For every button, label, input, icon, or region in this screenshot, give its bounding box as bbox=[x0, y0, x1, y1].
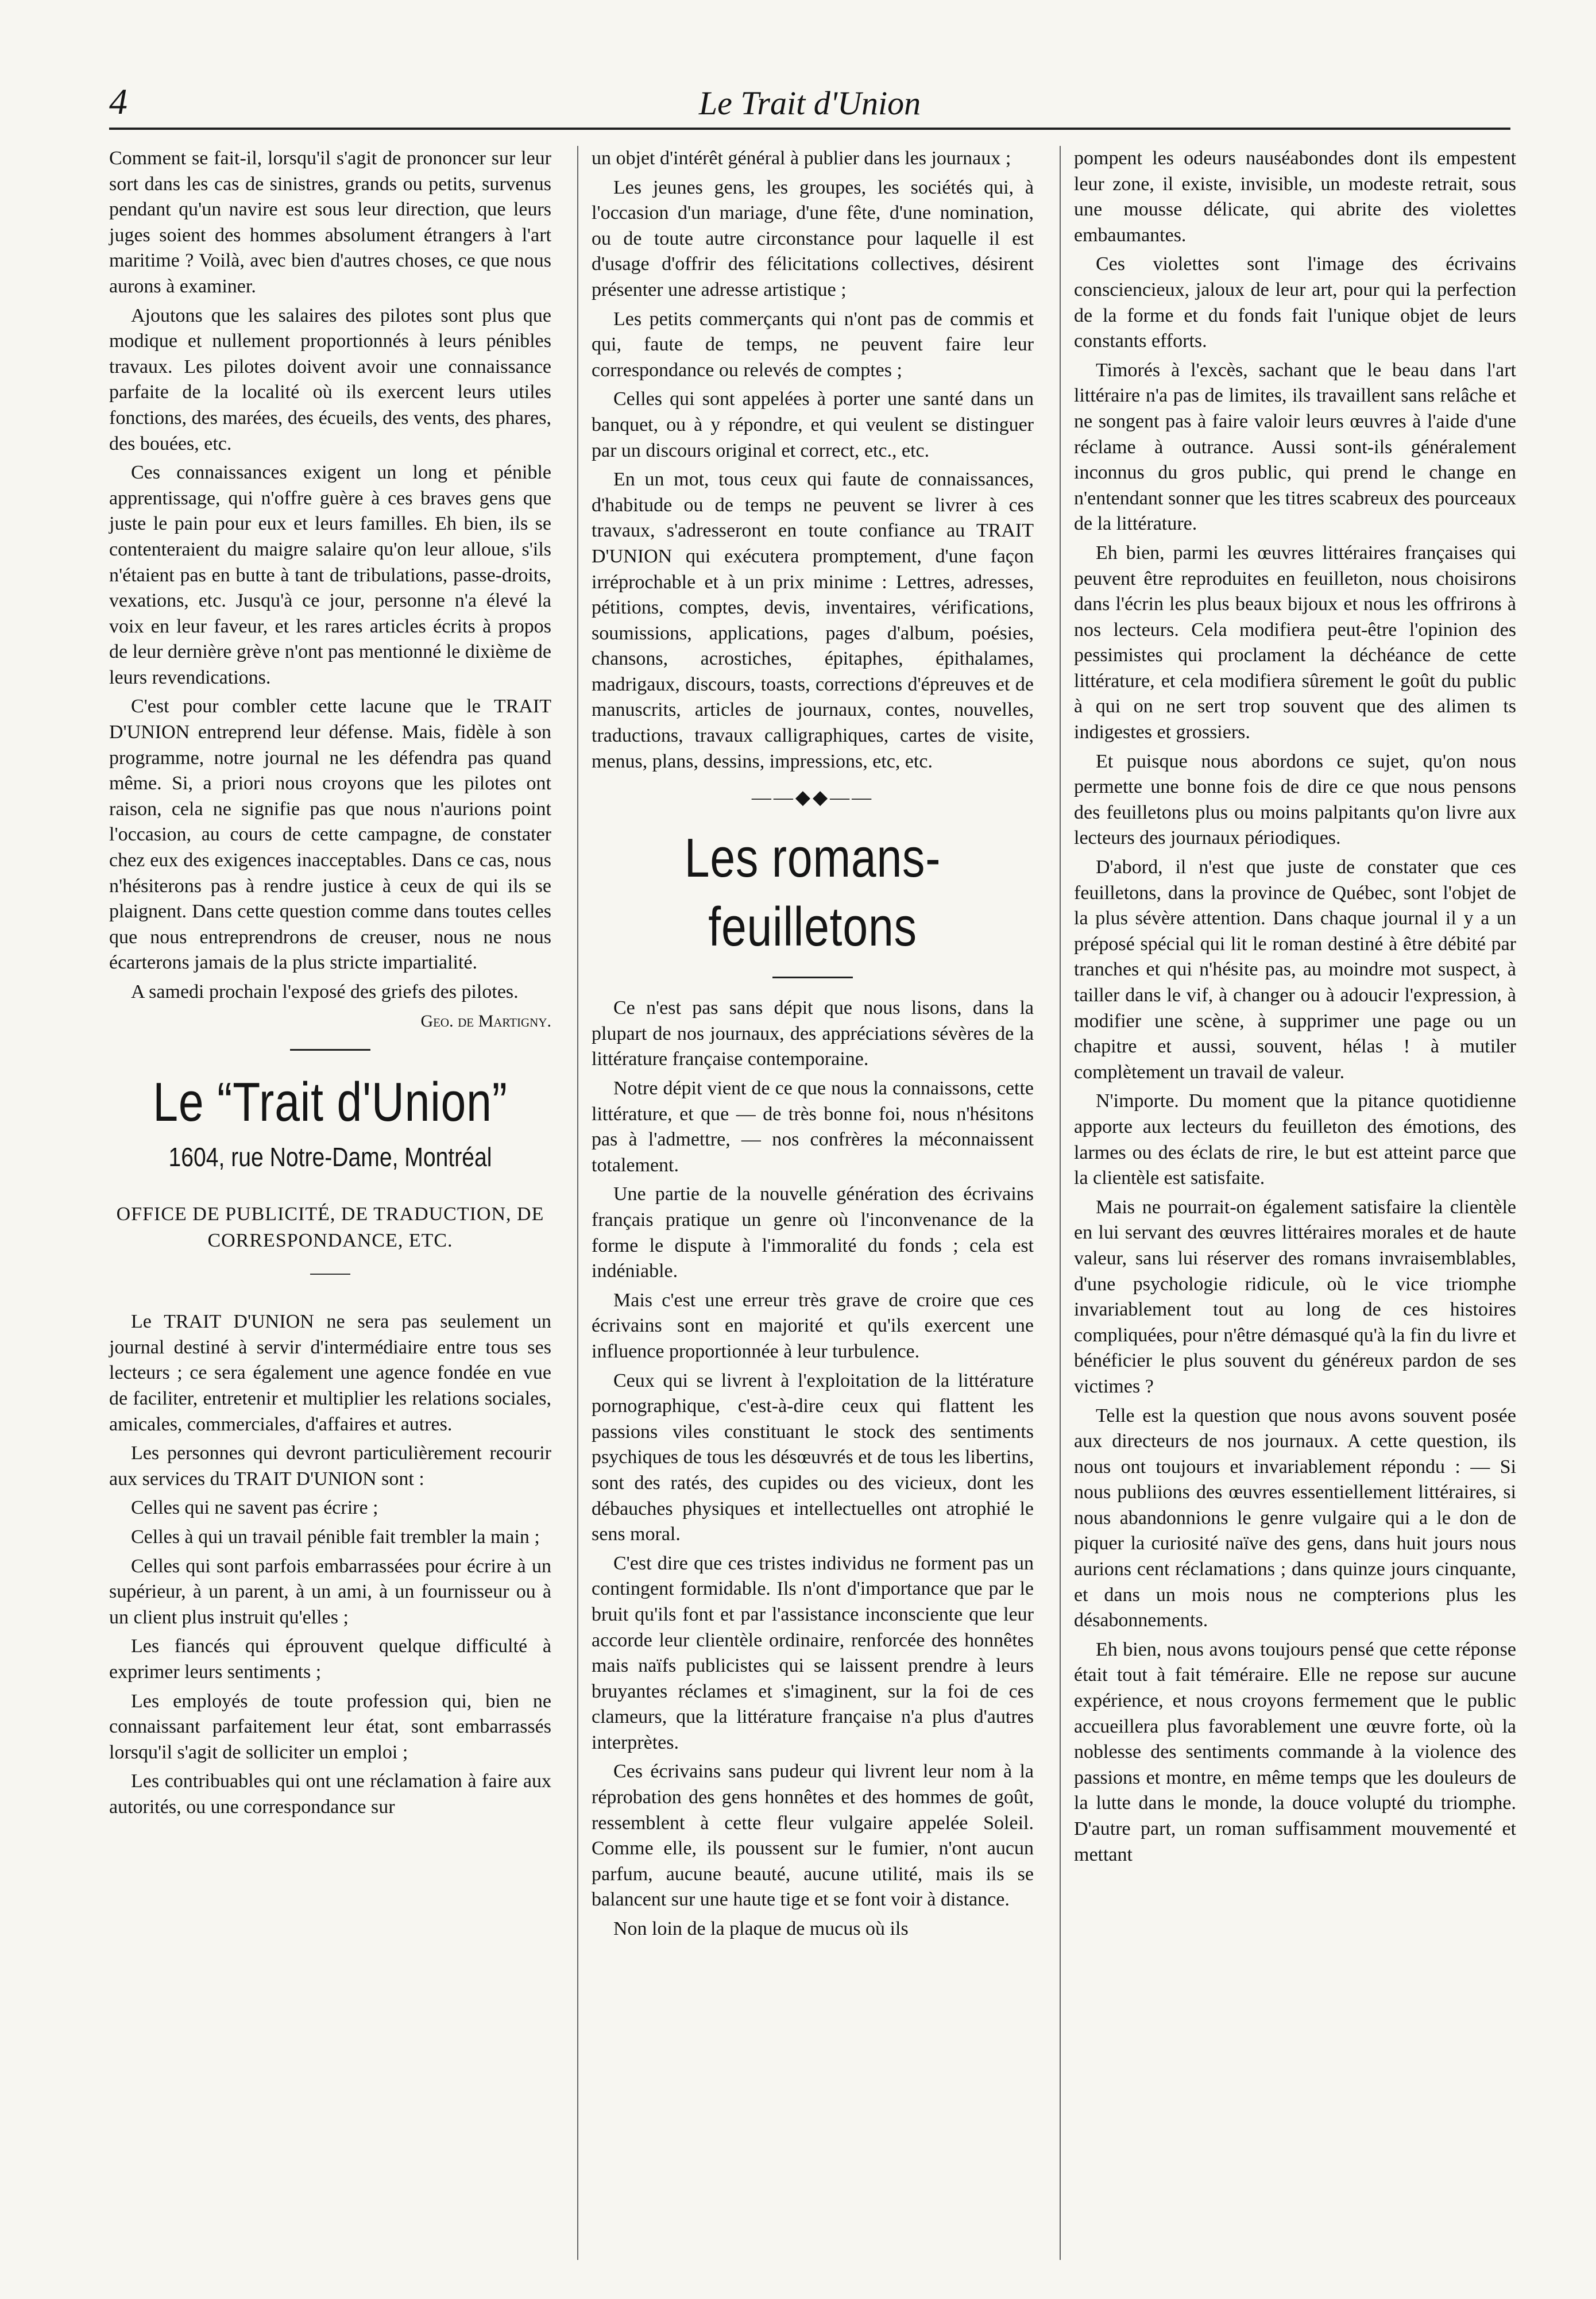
ad-paragraph: Celles qui sont parfois embarrassées pour écrire à un supérieur, à un parent, à un ami, à un fournisseur ou à un client plus instruit qu'elles ; bbox=[109, 1555, 551, 1628]
author-signature: Geo. de Martigny. bbox=[420, 1011, 551, 1031]
ad-paragraph: Le TRAIT D'UNION ne sera pas seulement un journal destiné à servir d'intermédiaire entre tous ses lecteurs ; ce sera également une agence fondée en vue de faciliter, entretenir et multiplier les relations sociales, amicales, commerciales, d'affaires et autres. bbox=[109, 1311, 551, 1435]
article-paragraph: A samedi prochain l'exposé des griefs des pilotes. bbox=[131, 981, 519, 1002]
article-paragraph: pompent les odeurs nauséabondes dont ils empestent leur zone, il existe, invisible, un modeste retrait, sous une mousse délicate, qui abrite des violettes embaumantes. bbox=[1074, 148, 1516, 246]
column-2 bbox=[592, 146, 1034, 1946]
article-paragraph: Mais ne pourrait-on également satisfaire la clientèle en lui servant des œuvres littéraires morales et de haute valeur, sans lui réserver des romans invraisemblables, d'une psychologie ridicule, où le vice triomphe invariablement tout au long de ces histoires compliquées, pour n'être démasqué qu'à la fin du livre et bénéficier le plus souvent du généreux pardon de ses victimes ? bbox=[1074, 1196, 1516, 1397]
ad-paragraph: Celles qui sont appelées à porter une santé dans un banquet, ou à y répondre, et qui veulent se distinguer par un discours original et correct, etc., etc. bbox=[592, 388, 1034, 461]
running-title: Le Trait d'Union bbox=[698, 84, 921, 122]
ad-address: 1604, rue Notre-Dame, Montréal bbox=[168, 1142, 492, 1172]
section-rule bbox=[290, 1049, 370, 1051]
ad-paragraph: Celles à qui un travail pénible fait trembler la main ; bbox=[131, 1526, 540, 1548]
page-number: 4 bbox=[109, 81, 127, 122]
article-paragraph: Une partie de la nouvelle génération des écrivains français pratique un genre où l'inconvenance de la forme le dispute à l'immoralité du fonds ; cela est indéniable. bbox=[592, 1183, 1034, 1282]
ad-office-heading: OFFICE DE PUBLICITÉ, DE TRADUCTION, DE CORRESPONDANCE, ETC. bbox=[116, 1203, 544, 1252]
article-paragraph: N'importe. Du moment que la pitance quotidienne apporte aux lecteurs du feuilleton des émotions, des larmes ou des éclats de rire, le but est atteint parce que la clientèle est satisfaite. bbox=[1074, 1090, 1516, 1189]
article-paragraph: Non loin de la plaque de mucus où ils bbox=[613, 1918, 909, 1940]
article-paragraph: Mais c'est une erreur très grave de croire que ces écrivains sont en majorité et qu'ils exercent une influence proportionnée à leur turbulence. bbox=[592, 1289, 1034, 1362]
ad-title: Le “Trait d'Union” bbox=[153, 1071, 508, 1133]
article-paragraph: Ce n'est pas sans dépit que nous lisons, dans la plupart de nos journaux, des appréciations sévères de la littérature française contemporaine. bbox=[592, 997, 1034, 1070]
article-paragraph: Eh bien, parmi les œuvres littéraires françaises qui peuvent être reproduites en feuilleton, nous choisirons dans l'écrin les plus beaux bijoux et nous les offrirons à nos lecteurs. Cela modifiera peut-être l'opinion des pessimistes qui proclament la déchéance de cette littérature, et cela modifiera sûrement le goût du public à qui on ne sert trop souvent que des alimen ts indigestes et grossiers. bbox=[1074, 542, 1516, 743]
article-paragraph: Ces écrivains sans pudeur qui livrent leur nom à la réprobation des gens honnêtes et des hommes de goût, ressemblent à cette fleur vulgaire appelée Soleil. Comme elle, ils poussent sur le fumier, n'ont aucun parfum, aucune beauté, aucune utilité, mais ils se balancent sur une haute tige et se font voir à distance. bbox=[592, 1761, 1034, 1911]
article-paragraph: Timorés à l'excès, sachant que le beau dans l'art littéraire n'a pas de limites, ils travaillent sans relâche et ne songent pas à faire valoir leurs œuvres à l'aide d'une réclame à outrance. Aussi sont-ils généralement inconnus du gros public, qui prend le change en n'entendant sonner que les titres scabreux des pourceaux de la littérature. bbox=[1074, 359, 1516, 535]
ad-paragraph: un objet d'intérêt général à publier dans les journaux ; bbox=[592, 148, 1011, 169]
ad-paragraph: Les jeunes gens, les groupes, les sociétés qui, à l'occasion d'un mariage, d'une fête, d'une nomination, ou de toute autre circonstance pour laquelle il est d'usage d'offrir des félicitations collectives, désirent présenter une adresse artistique ; bbox=[592, 176, 1034, 300]
page-header bbox=[109, 80, 1510, 126]
ad-paragraph: En un mot, tous ceux qui faute de connaissances, d'habitude ou de temps ne peuvent se livrer à ces travaux, s'adresseront en toute confiance au TRAIT D'UNION qui exécutera promptement, d'une façon irréprochable et à un prix minime : Lettres, adresses, pétitions, comptes, devis, inventaires, vérifications, soumissions, applications, pages d'album, poésies, chansons, acrostiches, épitaphes, épithalames, madrigaux, discours, toasts, corrections d'épreuves et de manuscrits, articles de journaux, contes, nouvelles, traductions, travaux calligraphiques, cartes de visite, menus, plans, dessins, impressions, etc, etc. bbox=[592, 469, 1034, 772]
article-paragraph: Telle est la question que nous avons souvent posée aux directeurs de nos journaux. A cette question, ils nous ont toujours et invariablement répondu : — Si nous publiions des œuvres essentiellement littéraires, si nous abandonnions le genre vulgaire qui a le don de piquer la curiosité naïve des gens, dans huit jours nous aurions cent réclamations ; dans quinze jours cinquante, et dans un mois nous ne compterions plus les désabonnements. bbox=[1074, 1405, 1516, 1631]
section-title: Les romans-feuilletons bbox=[684, 827, 941, 958]
article-paragraph: Ceux qui se livrent à l'exploitation de la littérature pornographique, c'est-à-dire ceux qui flattent les passions viles constituant le stock des sentiments psychiques de tous les désœuvrés et de tous les libertins, sont des ratés, des cupides ou des vicieux, dont les débauches physiques et intellectuelles ont atrophié le sens moral. bbox=[592, 1370, 1034, 1545]
section-rule bbox=[772, 977, 853, 978]
ornament-rule: ——◆◆—— bbox=[751, 787, 874, 809]
column-1 bbox=[109, 146, 551, 1823]
ad-paragraph: Les fiancés qui éprouvent quelque difficulté à exprimer leurs sentiments ; bbox=[109, 1635, 551, 1683]
column-3 bbox=[1074, 146, 1516, 1871]
ad-paragraph: Les employés de toute profession qui, bien ne connaissant parfaitement leur état, sont embarrassés lorsqu'il s'agit de solliciter un emploi ; bbox=[109, 1690, 551, 1763]
article-paragraph: Ces connaissances exigent un long et pénible apprentissage, qui n'offre guère à ces braves gens que juste le pain pour eux et leurs familles. Eh bien, ils se contenteraient du maigre salaire qu'on leur alloue, s'ils n'étaient pas en butte à tant de tribulations, passe-droits, vexations, etc. Jusqu'à ce jour, personne n'a élevé la voix en leur faveur, et les rares articles écrits à propos de leur dernière grève n'ont pas mentionné le dixième de leurs revendications. bbox=[109, 462, 551, 688]
article-paragraph: Comment se fait-il, lorsqu'il s'agit de prononcer sur leur sort dans les cas de sinistres, grands ou petits, survenus pendant qu'un navire est sous leur direction, que leurs juges soient des hommes absolument étrangers à l'art maritime ? Voilà, avec bien d'autres choses, ce que nous aurons à examiner. bbox=[109, 148, 551, 297]
ad-paragraph: Les personnes qui devront particulièrement recourir aux services du TRAIT D'UNION sont : bbox=[109, 1442, 551, 1490]
ad-paragraph: Celles qui ne savent pas écrire ; bbox=[131, 1497, 378, 1519]
article-paragraph: Eh bien, nous avons toujours pensé que cette réponse était tout à fait téméraire. Elle ne repose sur aucune expérience, et nous croyons fermement que le public accueillera plus favorablement une œuvre forte, où la noblesse des sentiments commande à la violence des passions et montre, en même temps que les douleurs de la lutte dans le monde, la douce volupté du triomphe. D'autre part, un roman suffisamment mouvementé et mettant bbox=[1074, 1638, 1516, 1865]
ad-paragraph: Les petits commerçants qui n'ont pas de commis et qui, faute de temps, ne peuvent faire leur correspondance ou relevés de comptes ; bbox=[592, 308, 1034, 381]
article-paragraph: D'abord, il n'est que juste de constater que ces feuilletons, dans la province de Québec, sont l'objet de la plus sévère attention. Dans chaque journal il y a un préposé spécial qui lit le roman destiné à être débité par tranches et qui n'hésite pas, au moindre mot suspect, à tailler dans le vif, à changer ou à adoucir l'expression, à modifier une scène, à supprimer une page ou un chapitre et aussi, souvent, hélas ! à mutiler complètement un travail de valeur. bbox=[1074, 857, 1516, 1083]
column-divider bbox=[577, 146, 578, 2260]
article-paragraph: Ajoutons que les salaires des pilotes sont plus que modique et nullement proportionnés à leurs pénibles travaux. Les pilotes doivent avoir une connaissance parfaite de la localité où ils exercent leurs utiles fonctions, des marées, des écueils, des vents, des phares, des bouées, etc. bbox=[109, 304, 551, 454]
ad-paragraph: Les contribuables qui ont une réclamation à faire aux autorités, ou une correspondance sur bbox=[109, 1770, 551, 1818]
article-paragraph: Notre dépit vient de ce que nous la connaissons, cette littérature, et que — de très bonne foi, nous n'hésitons pas à l'admettre, — nos confrères la méconnaissent totalement. bbox=[592, 1078, 1034, 1176]
article-paragraph: Ces violettes sont l'image des écrivains consciencieux, jaloux de leur art, pour qui la perfection de la forme et du fonds fait l'unique objet de leurs constants efforts. bbox=[1074, 253, 1516, 352]
header-rule bbox=[109, 128, 1510, 130]
article-paragraph: C'est dire que ces tristes individus ne forment pas un contingent formidable. Ils n'ont d'importance que par le bruit qu'ils font et par l'assistance inconsciente que leur accorde leur clientèle ordinaire, renforcée des honnêtes mais naïfs publicistes qui se laissent prendre à leurs bruyantes réclames et s'imaginent, sur la foi de ces clameurs, que la littérature française n'a plus d'autres interprètes. bbox=[592, 1552, 1034, 1753]
column-divider bbox=[1060, 146, 1061, 2260]
article-paragraph: C'est pour combler cette lacune que le TRAIT D'UNION entreprend leur défense. Mais, fidèle à son programme, notre journal ne les défendra pas quand même. Si, a priori nous croyons que les pilotes ont raison, cela ne signifie pas que nous n'aurions point l'occasion, au cours de cette campagne, de constater chez eux des exigences inacceptables. Dans ce cas, nous n'hésiterons pas à rendre justice à ceux de qui ils se plaignent. Dans cette question comme dans toutes celles que nous entreprendrons de creuser, nous ne nous écarterons jamais de la plus stricte impartialité. bbox=[109, 696, 551, 974]
article-paragraph: Et puisque nous abordons ce sujet, qu'on nous permette une bonne fois de dire ce que nous pensons des feuilletons plus ou moins palpitants qu'on livre aux lecteurs des journaux périodiques. bbox=[1074, 750, 1516, 849]
section-rule bbox=[310, 1274, 350, 1275]
